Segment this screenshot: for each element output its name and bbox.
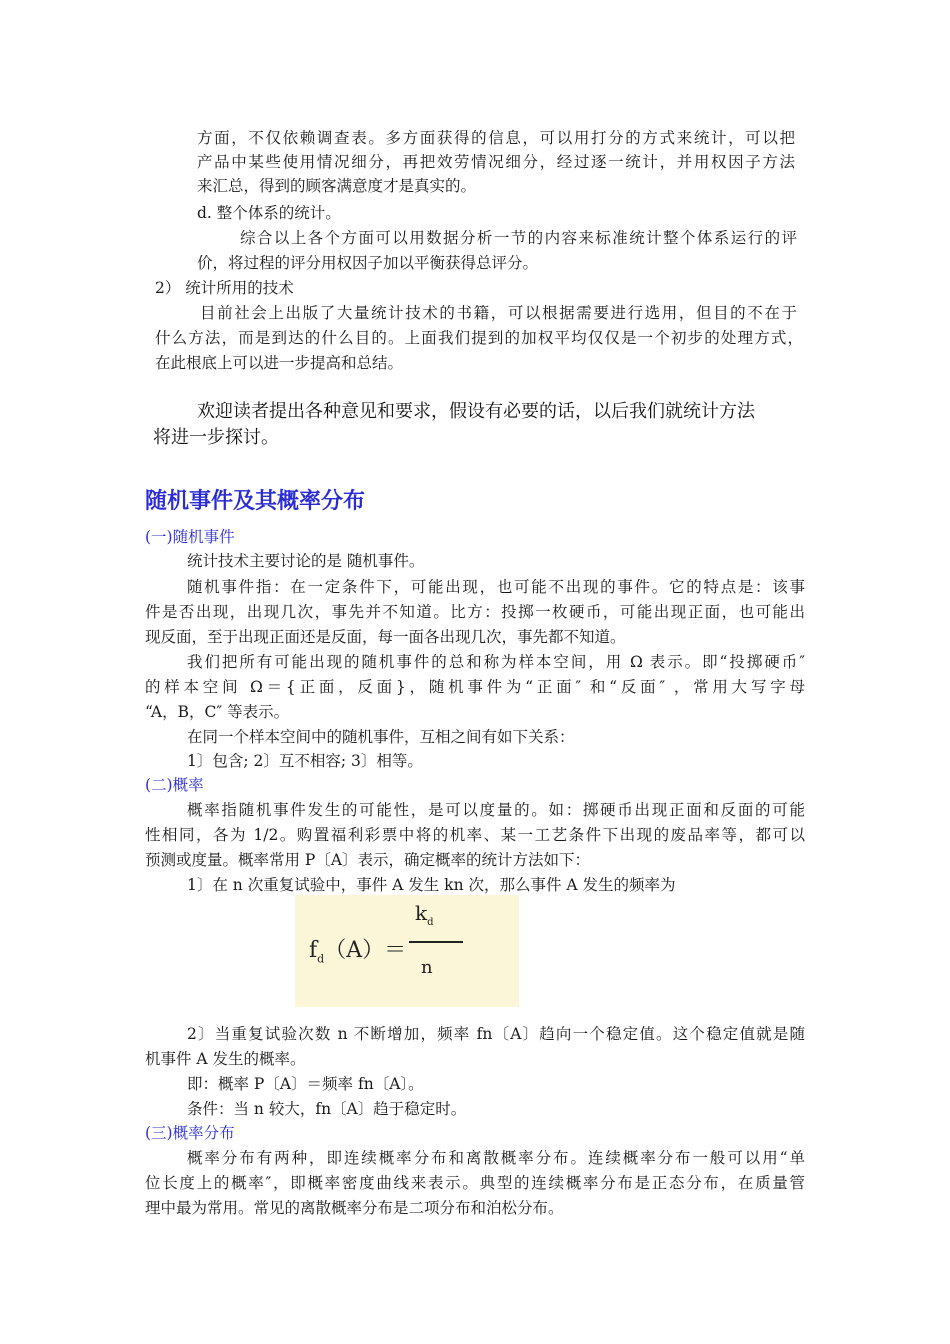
section-heading-probability: (二)概率 [145,776,204,794]
paragraph-line: 预测或度量。概率常用 P〔A〕表示，确定概率的统计方法如下： [145,851,591,869]
paragraph-line: 机事件 A 发生的概率。 [145,1050,306,1068]
welcome-note-line: 欢迎读者提出各种意见和要求，假设有必要的话，以后我们就统计方法 [197,401,755,422]
paragraph-line: 来汇总，得到的顾客满意度才是真实的。 [197,177,477,195]
paragraph-line: 产品中某些使用情况细分，再把效劳情况细分，经过逐一统计，并用权因子方法 [197,153,795,171]
paragraph-line: 综合以上各个方面可以用数据分析一节的内容来标准统计整个体系运行的评 [240,229,797,247]
paragraph-line: 位长度上的概率″，即概率密度曲线来表示。典型的连续概率分布是正态分布，在质量管 [145,1174,805,1192]
paragraph-line: 价，将过程的评分用权因子加以平衡获得总评分。 [197,254,539,272]
formula-numerator: $k_d$ [415,901,434,928]
paragraph-line: 理中最为常用。常见的离散概率分布是二项分布和泊松分布。 [145,1199,564,1217]
paragraph-line: 即：概率 P〔A〕＝频率 fn〔A〕。 [187,1075,424,1093]
paragraph-line: 的样本空间 Ω＝{正面，反面}，随机事件为“正面″ 和“反面″ ，常用大写字母 [145,678,805,696]
frequency-formula [295,895,519,1007]
paragraph-line: 条件：当 n 较大，fn〔A〕趋于稳定时。 [187,1100,467,1118]
welcome-note-line: 将进一步探讨。 [153,427,279,448]
paragraph-line: 1〕包含; 2〕互不相容; 3〕相等。 [187,752,423,770]
section-heading-2: 2） 统计所用的技术 [155,279,294,297]
paragraph-line: 2〕当重复试验次数 n 不断增加，频率 fn〔A〕趋向一个稳定值。这个稳定值就是随 [187,1025,805,1043]
paragraph-line: 概率指随机事件发生的可能性，是可以度量的。如：掷硬币出现正面和反面的可能 [187,801,805,819]
paragraph-line: 统计技术主要讨论的是 随机事件。 [187,552,425,570]
paragraph-line: 方面，不仅依赖调查表。多方面获得的信息，可以用打分的方式来统计，可以把 [197,129,795,147]
paragraph-line: 在同一个样本空间中的随机事件，互相之间有如下关系： [187,728,575,746]
fraction-bar [409,941,463,943]
paragraph-line: 件是否出现，出现几次，事先并不知道。比方：投掷一枚硬币，可能出现正面，也可能出 [145,603,805,621]
formula-lhs: $f_d(A)=$ [309,938,407,966]
formula-denominator: n [421,957,433,978]
section-heading-probability-distribution: (三)概率分布 [145,1124,235,1142]
section-heading-random-events: (一)随机事件 [145,528,235,546]
paragraph-line: 1〕在 n 次重复试验中，事件 A 发生 kn 次，那么事件 A 发生的频率为 [187,876,676,894]
paragraph-line: “A，B，C″ 等表示。 [145,703,290,721]
list-item-d: d. 整个体系的统计。 [197,204,341,222]
paragraph-line: 随机事件指：在一定条件下，可能出现，也可能不出现的事件。它的特点是：该事 [187,578,805,596]
paragraph-line: 现反面，至于出现正面还是反面，每一面各出现几次，事先都不知道。 [145,628,626,646]
paragraph-line: 性相同，各为 1/2。购置福利彩票中将的机率、某一工艺条件下出现的废品率等，都可以 [145,826,805,844]
paragraph-line: 我们把所有可能出现的随机事件的总和称为样本空间，用 Ω 表示。即“投掷硬币″ [187,653,805,671]
article-title: 随机事件及其概率分布 [145,489,366,514]
paragraph-line: 目前社会上出版了大量统计技术的书籍，可以根据需要进行选用，但目的不在于 [200,304,797,322]
paragraph-line: 概率分布有两种，即连续概率分布和离散概率分布。连续概率分布一般可以用“单 [187,1149,805,1167]
paragraph-line: 在此根底上可以进一步提高和总结。 [155,354,404,372]
paragraph-line: 什么方法，而是到达的什么目的。上面我们提到的加权平均仅仅是一个初步的处理方式， [155,329,803,347]
